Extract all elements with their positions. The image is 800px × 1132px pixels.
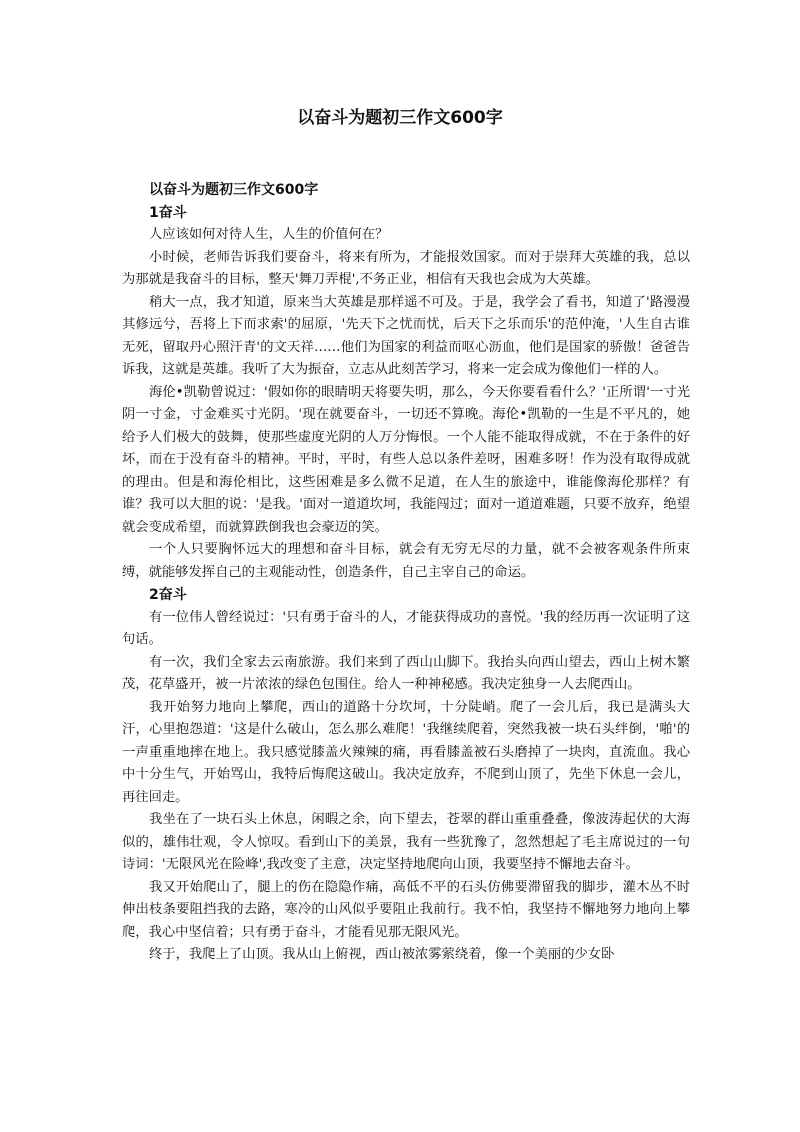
paragraph: 有一位伟人曾经说过：'只有勇于奋斗的人，才能获得成功的喜悦。'我的经历再一次证明了这句话。: [122, 609, 690, 647]
article-subtitle: 以奋斗为题初三作文600字: [149, 182, 319, 198]
paragraph: 小时候，老师告诉我们要奋斗，将来有所为，才能报效国家。而对于崇拜大英雄的我，总以为那就是我奋斗的目标，整天'舞刀弄棍',不务正业，相信有天我也会成为大英雄。: [122, 249, 690, 287]
paragraph: 终于，我爬上了山顶。我从山上俯视，西山被浓雾萦绕着，像一个美丽的少女卧: [149, 947, 615, 962]
page-title: 以奋斗为题初三作文600字: [297, 108, 503, 128]
paragraph: 稍大一点，我才知道，原来当大英雄是那样遥不可及。于是，我学会了看书，知道了'路漫漫其修远兮，吾将上下而求索'的屈原，'先天下之忧而忧，后天下之乐而乐'的范仲淹，'人生自古谁无死，留取丹心照汗青'的文天祥……他们为国家的利益而呕心沥血，他们是国家的骄傲！爸爸告诉我，这就是英雄。我听了大为振奋，立志从此刻苦学习，将来一定会成为像他们一样的人。: [122, 294, 690, 377]
section-heading-2: 2奋斗: [149, 587, 187, 603]
paragraph: 我坐在了一块石头上休息，闲暇之余，向下望去，苍翠的群山重重叠叠，像波涛起伏的大海似的，雄伟壮观，令人惊叹。看到山下的美景，我有一些犹豫了，忽然想起了毛主席说过的一句诗词：'无限风光在险峰',我改变了主意，决定坚持地爬向山顶，我要坚持不懈地去奋斗。: [122, 812, 690, 872]
paragraph: 一个人只要胸怀远大的理想和奋斗目标，就会有无穷无尽的力量，就不会被客观条件所束缚，就能够发挥自己的主观能动性，创造条件，自己主宰自己的命运。: [122, 542, 690, 580]
paragraph: 有一次，我们全家去云南旅游。我们来到了西山山脚下。我抬头向西山望去，西山上树木繁茂，花草盛开，被一片浓浓的绿色包围住。给人一种神秘感。我决定独身一人去爬西山。: [122, 654, 690, 692]
section-heading-1: 1奋斗: [149, 204, 187, 221]
paragraph: 海伦•凯勒曾说过：'假如你的眼睛明天将要失明，那么，今天你要看看什么？'正所谓'一寸光阴一寸金，寸金难买寸光阴。'现在就要奋斗，一切还不算晚。海伦•凯勒的一生是不平凡的，她给予人们极大的鼓舞，使那些虚度光阴的人万分悔恨。一个人能不能取得成就，不在于条件的好坏，而在于没有奋斗的精神。平时，平时，有些人总以条件差呀，困难多呀！作为没有取得成就的理由。但是和海伦相比，这些困难是多么微不足道，在人生的旅途中，谁能像海伦那样？有谁？我可以大胆的说：'是我。'面对一道道坎坷，我能闯过；面对一道道难题，只要不放弃，绝望就会变成希望，而就算跌倒我也会豪迈的笑。: [122, 384, 690, 535]
paragraph: 人应该如何对待人生，人生的价值何在？: [149, 227, 389, 242]
paragraph: 我又开始爬山了，腿上的伤在隐隐作痛，高低不平的石头仿佛要滞留我的脚步，灌木丛不时伸出枝条要阻挡我的去路，寒冷的山风似乎要阻止我前行。我不怕，我坚持不懈地努力地向上攀爬，我心中坚信着；只有勇于奋斗，才能看见那无限风光。: [122, 879, 690, 940]
paragraph: 我开始努力地向上攀爬，西山的道路十分坎坷，十分陡峭。爬了一会儿后，我已是满头大汗，心里抱怨道：'这是什么破山，怎么那么难爬！'我继续爬着，突然我被一块石头绊倒，'啪'的一声重重地摔在地上。我只感觉膝盖火辣辣的痛，再看膝盖被石头磨掉了一块肉，直流血。我心中十分生气，开始骂山，我特后悔爬这破山。我决定放弃，不爬到山顶了，先坐下休息一会儿，再往回走。: [122, 699, 690, 805]
article-body: [122, 179, 690, 967]
